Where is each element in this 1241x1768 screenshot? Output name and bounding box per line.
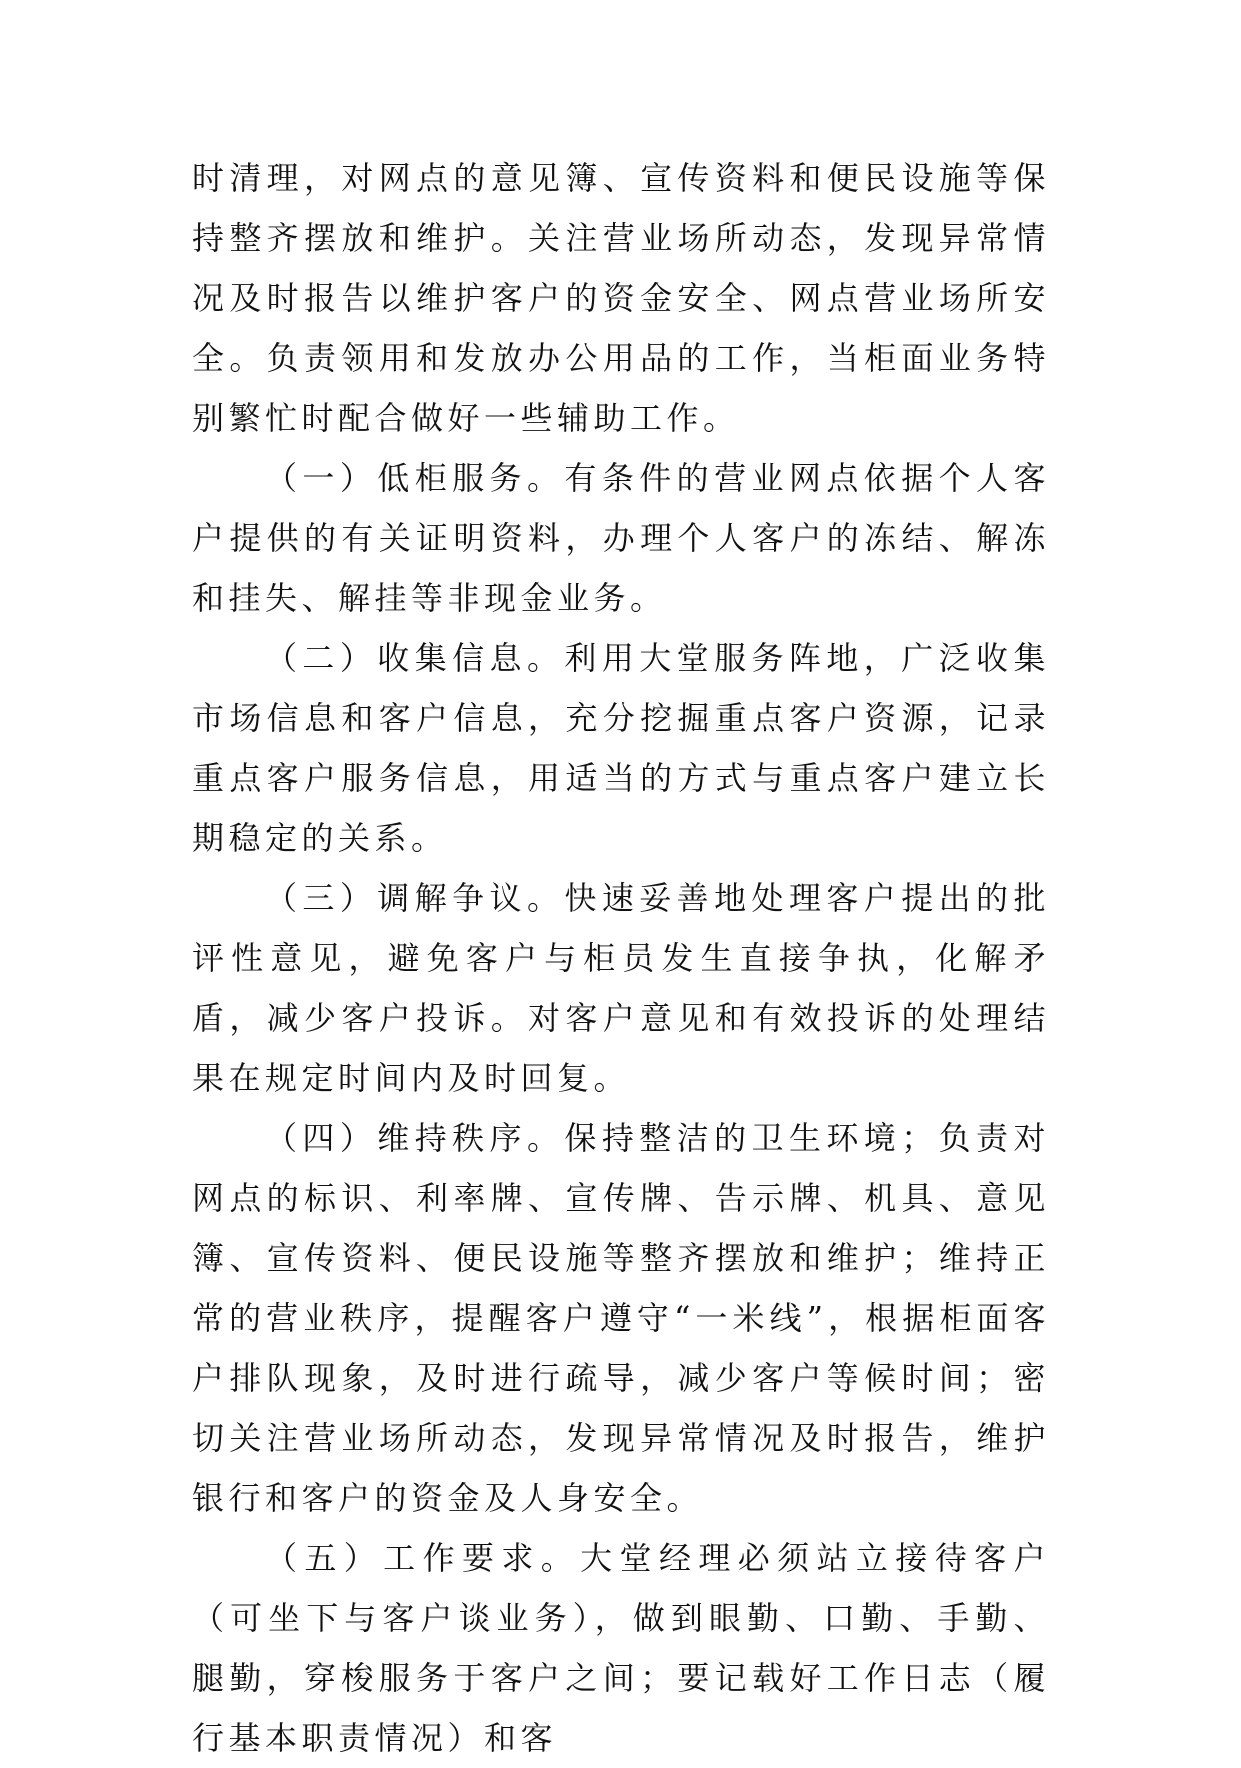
paragraph-low-counter-service: （一）低柜服务。有条件的营业网点依据个人客户提供的有关证明资料，办理个人客户的冻结、解冻和挂失、解挂等非现金业务。 [192,459,1050,617]
paragraph-continuation: 时清理，对网点的意见簿、宣传资料和便民设施等保持整齐摆放和维护。关注营业场所动态，发现异常情况及时报告以维护客户的资金安全、网点营业场所安全。负责领用和发放办公用品的工作，当柜面业务特别繁忙时配合做好一些辅助工作。 [192,159,1050,437]
document-body [192,148,1050,1768]
paragraph-collect-information: （二）收集信息。利用大堂服务阵地，广泛收集市场信息和客户信息，充分挖掘重点客户资源，记录重点客户服务信息，用适当的方式与重点客户建立长期稳定的关系。 [192,639,1050,857]
paragraph-mediate-disputes: （三）调解争议。快速妥善地处理客户提出的批评性意见，避免客户与柜员发生直接争执，化解矛盾，减少客户投诉。对客户意见和有效投诉的处理结果在规定时间内及时回复。 [192,879,1050,1097]
paragraph-work-requirements: （五）工作要求。大堂经理必须站立接待客户（可坐下与客户谈业务），做到眼勤、口勤、手勤、腿勤，穿梭服务于客户之间；要记载好工作日志（履行基本职责情况）和客 [192,1539,1050,1757]
paragraph-maintain-order: （四）维持秩序。保持整洁的卫生环境；负责对网点的标识、利率牌、宣传牌、告示牌、机具、意见簿、宣传资料、便民设施等整齐摆放和维护；维持正常的营业秩序，提醒客户遵守“一米线”，根据柜面客户排队现象，及时进行疏导，减少客户等候时间；密切关注营业场所动态，发现异常情况及时报告，维护银行和客户的资金及人身安全。 [192,1119,1050,1517]
